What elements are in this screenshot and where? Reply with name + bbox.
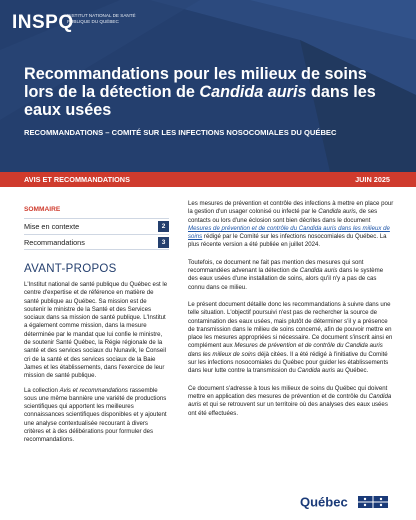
right-column — [188, 200, 394, 427]
quebec-logo — [300, 494, 390, 510]
inspq-logo-subtitle: INSTITUT NATIONAL DE SANTÉ PUBLIQUE DU QUÉBEC — [67, 13, 136, 24]
toc-label: Mise en contexte — [24, 222, 80, 231]
category-label: AVIS ET RECOMMANDATIONS — [24, 175, 130, 184]
toc-item-recommandations[interactable] — [24, 234, 169, 250]
body-paragraph-1: Les mesures de prévention et contrôle des infections à mettre en place pour la gestion d'un usager colonisé ou infecté par le Candida auris, de ses contacts ou lors d'une éclosion sont bien décrites dans le document Mesures de prévention et de contrôle du Candida auris dans les milieux de soins rédigé par le Comité sur les infections nosocomiales du Québec. La plus récente version a été publiée en juillet 2024. — [188, 200, 394, 249]
left-column — [24, 206, 169, 445]
avant-propos-paragraph-2: La collection Avis et recommandations rassemble sous une même bannière une variété de productions scientifiques qui apportent les meilleures connaissances scientifiques disponibles et y ajoutent une analyse contextualisée recourant à divers critères et à des délibérations pour formuler des recommandations. — [24, 386, 167, 444]
toc-page-number: 3 — [158, 237, 169, 248]
category-band — [0, 172, 416, 187]
publication-date: JUIN 2025 — [355, 175, 390, 184]
toc-page-number: 2 — [158, 221, 169, 232]
inspq-logo: INSPQ — [12, 12, 74, 33]
table-of-contents — [24, 218, 169, 250]
cover-header — [0, 0, 416, 172]
sommaire-heading: SOMMAIRE — [24, 206, 61, 213]
document-subtitle: RECOMMANDATIONS – COMITÉ SUR LES INFECTIONS NOSOCOMIALES DU QUÉBEC — [24, 128, 337, 137]
toc-label: Recommandations — [24, 237, 85, 247]
avant-propos-paragraph-1: L'Institut national de santé publique du Québec est le centre d'expertise et de référence en matière de santé publique au Québec. Sa mission est de soutenir le ministre de la Santé et des Services sociaux dans sa mission de santé publique. L'Institut a également comme mission, dans la mesure déterminée par le mandat que lui confie le ministre, de soutenir Santé Québec, la Régie régionale de la santé et des services sociaux du Nunavik, le Conseil cri de la santé et des services sociaux de la Baie James et les établissements, dans l'exercice de leur mission de santé publique. — [24, 281, 168, 380]
quebec-wordmark: Québec — [300, 494, 348, 510]
body-paragraph-2: Toutefois, ce document ne fait pas mention des mesures qui sont recommandées advenant la détection de Candida auris dans le système des eaux usées d'une installation de soins, alors qu'il n'y a pas de cas connu dans ce milieu. — [188, 258, 384, 291]
body-paragraph-4: Ce document s'adresse à tous les milieux de soins du Québec qui doivent mettre en application des mesures de prévention et de contrôle du Candida auris et qui se retrouvent sur un territoire où des analyses des eaux usées ont été effectuées. — [188, 384, 392, 417]
reference-link[interactable]: Mesures de prévention et de contrôle du Candida auris dans les milieux de soins — [188, 224, 390, 241]
document-title: Recommandations pour les milieux de soins lors de la détection de Candida auris dans les eaux usées — [24, 65, 376, 119]
toc-item-mise-en-contexte[interactable] — [24, 218, 169, 234]
avant-propos-heading: AVANT-PROPOS — [24, 263, 117, 275]
body-paragraph-3: Le présent document détaille donc les recommandations à suivre dans une telle situation. L'objectif poursuivi n'est pas de rechercher la source de contamination des eaux usées, mais plutôt de déterminer s'il y a présence de transmission dans le milieu de soins concerné, afin de pouvoir mettre en place les mesures appropriées si nécessaire. Ce document s'inscrit ainsi en complément aux Mesures de prévention et de contrôle du Candida auris dans les milieux de soins déjà citées. Il a été rédigé à l'initiative du Comité sur les infections nosocomiales du Québec pour guider les établissements dans leur lutte contre la transmission du Candida auris au Québec. — [188, 300, 393, 375]
